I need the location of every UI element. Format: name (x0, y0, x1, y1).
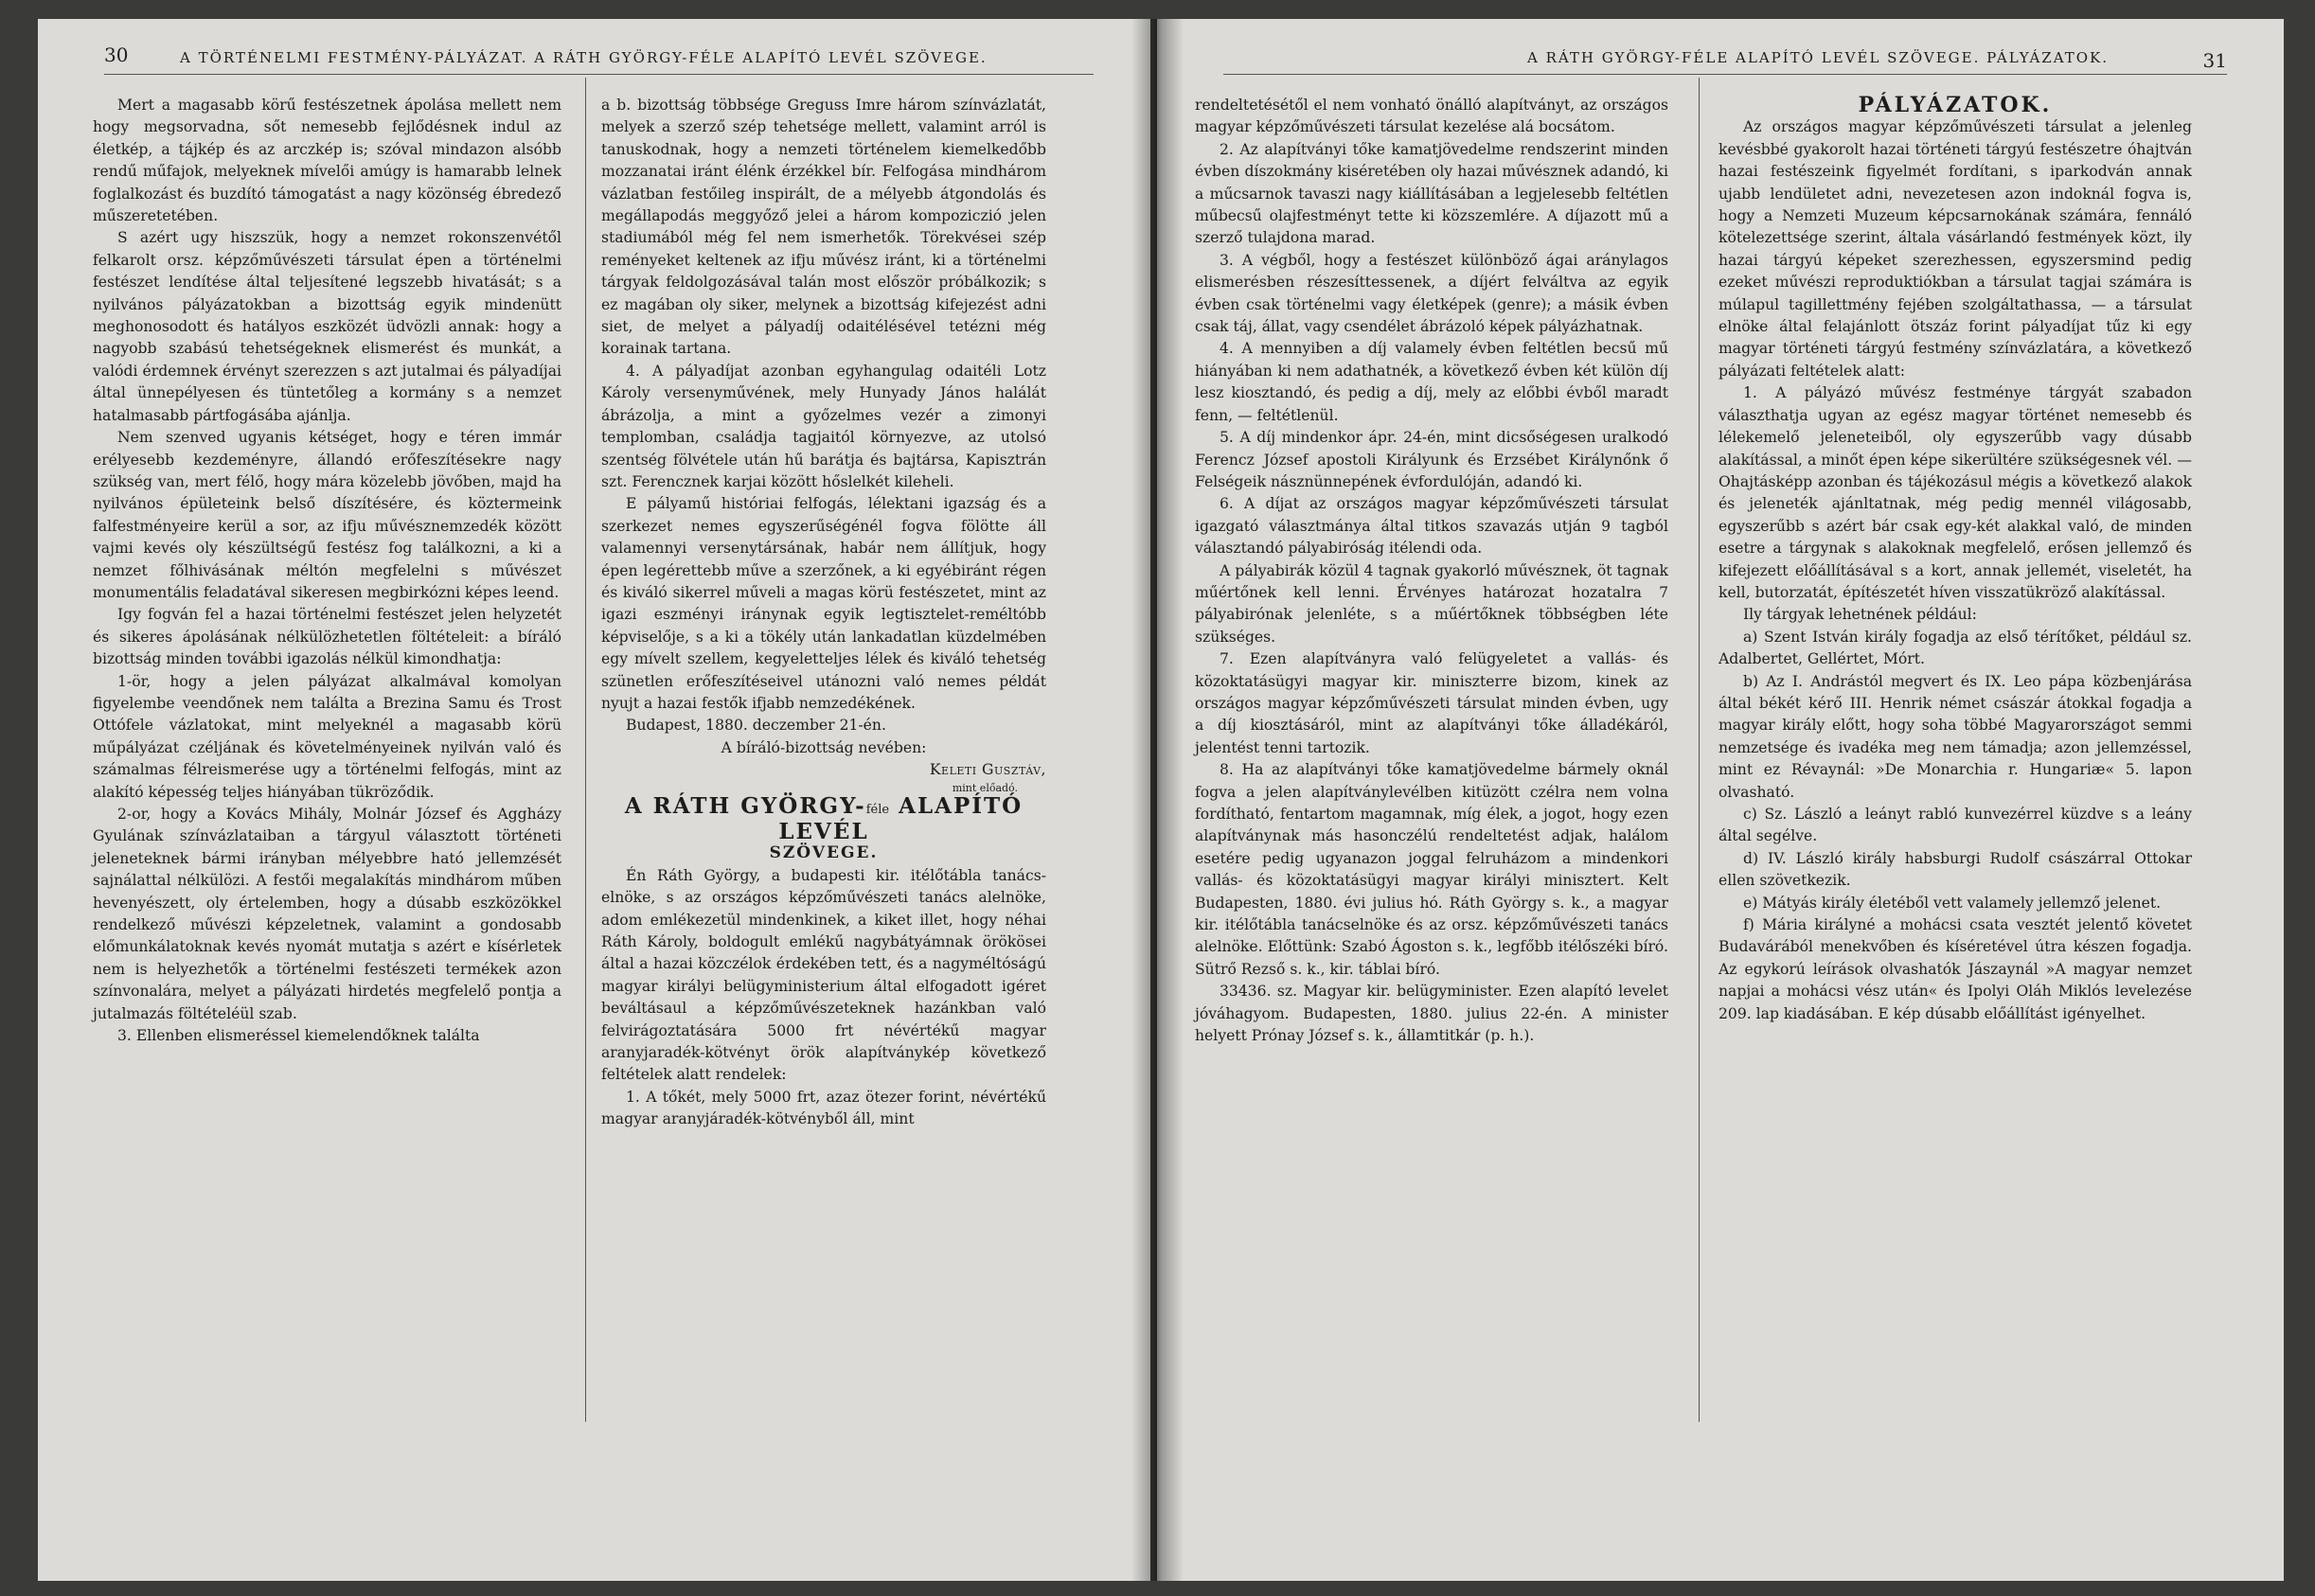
left-page-number: 30 (104, 44, 129, 66)
paragraph: 4. A mennyiben a díj valamely évben feltétlen becsű mű hiányában ki nem adathatnék, a következő évben két külön díj lesz kiosztandó, és pedig a díj, mely az előbbi évből maradt fenn, — feltétlenül. (1195, 340, 1668, 424)
paragraph: 8. Ha az alapítványi tőke kamatjövedelme bármely oknál fogva a jelen alapítványlevélben kitüzött czélra nem volna fordítható, fentartom magamnak, míg élek, a jogot, hogy ezen alapítványnak más hasonczélú rendeltetést adjak, halálom esetére pedig ugyanazon joggal felruházom a mindenkori vallás- és közoktatásügyi magyar királyi minisztert. Kelt Budapesten, 1880. évi julius hó. Ráth György s. k., a magyar kir. itélőtábla tanácselnöke és az orsz. képzőművészeti tanács alelnöke. Előttünk: Szabó Ágoston s. k., legfőbb itélőszéki bíró. Sütrő Rezső s. k., kir. táblai bíró. (1195, 761, 1668, 978)
paragraph: 3. Ellenben elismeréssel kiemelendőknek találta (117, 1027, 480, 1045)
paragraph: a b. bizottság többsége Greguss Imre három színvázlatát, melyek a szerző szép tehetsége mellett, valamint arról is tanuskodnak, hogy a nemzeti történelem kiemelkedőbb mozzanatai iránt élénk érzékkel bír. Felfogása mindhárom vázlatban festőileg inspirált, de a mélyebb átgondolás és megállapodás meggyőző jelei a három kompoziczió jelen stadiumából még fel nem ismerhetők. Törekvései szép reményeket keltenek az ifju művész iránt, ki a történelmi tárgyak feldolgozásával talán most először próbálkozik; s ez magában oly siker, melynek a bizottság kifejezést adni siet, de melyet a pályadíj odaitélésével tetézni még korainak tartana. (601, 97, 1046, 358)
left-column-1 (93, 95, 561, 1047)
column-rule (585, 78, 586, 1422)
signature-name: Keleti Gusztáv, (929, 761, 1046, 779)
section-subtitle: SZÖVEGE. (769, 843, 879, 863)
right-column-2 (1718, 95, 2192, 1025)
paragraph: Nem szenved ugyanis kétséget, hogy e téren immár erélyesebb kezdeményre, állandó erőfeszítésekre nagy szükség van, mert félő, hogy mára közelebb jövőben, majd ha nyilvános épületeink belső díszítésére, és köztermeink falfestményeire kerül a sor, az ifju művésznemzedék között vajmi kevés oly készültségű festész fog találkozni, a ki a nemzet főlhivásának méltón megfelelni s művészet monumentális feladatával sikeresen megbirkózni képes leend. (93, 429, 561, 601)
paragraph: 7. Ezen alapítványra való felügyeletet a vallás- és közoktatásügyi magyar kir. miniszterre bizom, kinek az országos magyar képzőművészeti társulat minden évben, ugy a díj kiosztásáról, mint az alapítványi tőke álladékáról, jelentést tenni tartozik. (1195, 650, 1668, 756)
paragraph: 3. A végből, hogy a festészet különböző ágai aránylagos elismerésben részesíttessenek, a díjért felváltva az egyik évben csak történelmi vagy életképek (genre); a másik évben csak táj, állat, vagy csendélet ábrázoló képek pályázhatnak. (1195, 251, 1668, 336)
paragraph: 2. Az alapítványi tőke kamatjövedelme rendszerint minden évben díszokmány kiséretében oly hazai művésznek adandó, ki a műcsarnok tavaszi nagy kiállításában a legjelesebb feltétlen műbecsű olajfestményt tette ki közszemlére. A díjazott mű a szerző tulajdona marad. (1195, 140, 1668, 247)
paragraph: 5. A díj mindenkor ápr. 24-én, mint dicsőségesen uralkodó Ferencz József apostoli Királyunk és Erzsébet Királynőnk ő Felségeik násznünnepének évfordulóján, adandó ki. (1195, 429, 1668, 490)
date-line: Budapest, 1880. deczember 21-én. (626, 717, 886, 735)
paragraph: Én Ráth György, a budapesti kir. itélőtábla tanács-elnöke, s az országos képzőművészeti tanács alelnöke, adom emlékezetül mindenkinek, a kiket illet, hogy néhai Ráth Károly, boldogult emlékű nagybátyámnak örökösei által a hazai közczélok érdekében tett, és a nagyméltóságú magyar királyi belügyministerium által elfogadott igéret beváltásaul a képzőművészeteknek hazánkban való felvirágoztatására 5000 frt névértékű magyar aranyjaradék-kötvényt örök alapítványkép következő feltételek alatt rendelek: (601, 866, 1046, 1084)
column-rule (1699, 78, 1700, 1422)
paragraph: 6. A díjat az országos magyar képzőművészeti társulat igazgató választmánya által titkos szavazás utján 9 tagból választandó pályabiróság itélendi oda. (1195, 495, 1668, 558)
paragraph: Ily tárgyak lehetnének például: (1743, 606, 1977, 624)
paragraph: Igy fogván fel a hazai történelmi festészet jelen helyzetét és sikeres ápolásának nélkülözhetetlen föltételeit: a bíráló bizottság minden további igazolás nélkül kimondhatja: (93, 606, 561, 668)
section-title-palyazatok: PÁLYÁZATOK. (1858, 93, 2053, 117)
section-title (601, 792, 1046, 844)
right-page-number: 31 (2202, 49, 2227, 72)
signature-line: A bíráló-bizottság nevében: (721, 738, 927, 756)
section-title-a: A RÁTH GYÖRGY- (624, 792, 866, 819)
paragraph: Az országos magyar képzőművészeti társulat a jelenleg kevésbbé gyakorolt hazai történeti tárgyú festészetre óhajtván hazai festészeink figyelmét fordítani, s iparkodván annak ujabb lendületet adni, nevezetesen azon indoknál fogva is, hogy a Nemzeti Muzeum képcsarnokának számára, fennáló kötelezettsége szerint, általa vásárlandó festmények közt, ily hazai tárgyú képeket szerezhessen, egyszersmind pedig ezeket művészi reproduktiókban a társulat tagjai számára is múlapul tagillettmény fejében szolgáltathassa, — a társulat elnöke által felajánlott ötszáz forint pályadíjat tűz ki egy magyar történeti tárgyú festmény színvázlatára, a következő pályázati feltételek alatt: (1718, 118, 2192, 380)
book-gutter-shadow (1131, 19, 1184, 1581)
paragraph: A pályabirák közül 4 tagnak gyakorló művésznek, öt tagnak műértőnek kell lenni. Érvényes határozat hozatalra 7 pályabirónak jelenléte, s a műértőknek többségben léte szükséges. (1195, 561, 1668, 646)
paragraph: 1. A pályázó művész festménye tárgyát szabadon választhatja ugyan az egész magyar történet nemesebb és lélekemelő jeleneteiből, oly egyszerűbb vagy dúsabb alakítással, a minőt épen képe sikerültére szükségesnek vél. — Ohajtásképp azonban és tájékozásul mégis a következő alakok és jeleneték ajánltatnak, még pedig mennél világosabb, egyszerűbb s azért bár csak egy-két alakkal való, de minden esetre a tárgynak s alakoknak megfelelő, erősen jellemző és kifejezett előállításával s a kort, annak jellemét, viseletét, ha kell, butorzatát, építészetét híven visszatükröző alakítással. (1718, 384, 2192, 601)
left-running-title: A TÖRTÉNELMI FESTMÉNY-PÁLYÁZAT. A RÁTH GYÖRGY-FÉLE ALAPÍTÓ LEVÉL SZÖVEGE. (180, 49, 988, 66)
paragraph: 4. A pályadíjat azonban egyhangulag odaitéli Lotz Károly versenyművének, mely Hunyady János halálát ábrázolja, a mint a győzelmes vezér a zimonyi templomban, családja tagjaitól környezve, az utolsó szentség fölvétele után hű barátja és bajtársa, Kapisztrán szt. Ferencznek karjai között hőslelkét kileheli. (601, 362, 1046, 490)
paragraph: 2-or, hogy a Kovács Mihály, Molnár József és Aggházy Gyulának színvázlataiban a tárgyul választott történeti jeleneteknek bármi irányban mélyebbre ható jellemzését sajnálattal nélkülözi. A festői megalakítás mindhárom műben hevenyészett, oly értelemben, hogy a dúsabb eszközökkel rendelkező művészi képzeletnek, valamint a gondosabb előmunkálatoknak kevés nyomát mutatja s azért e kísérletek nem is helyezhetők a történelmi festészeti termékek azon színvonalára, melyet a pályázati hirdetés megfelelő pontja a jutalmazás föltételéül szab. (93, 806, 561, 1022)
paragraph: 1-ör, hogy a jelen pályázat alkalmával komolyan figyelembe veendőnek nem találta a Brezina Samu és Trost Ottófele vázlatokat, mint melyeknél a magasabb körü műpályázat czéljának és követelményeinek nyilván való és számalmas félreismerése ugy a történelmi felfogás, mint az alakító képesség teljes hiányában tükröződik. (93, 672, 561, 801)
right-column-1 (1195, 95, 1668, 1047)
list-item: f) Mária királyné a mohácsi csata vesztét jelentő követet Budavárából menekvőben és kíséretével útra készen fogadja. Az egykorú leírások olvashatók Jászaynál »A magyar nemzet napjai a mohácsi vész után« és Ipolyi Oláh Miklós levelezése 209. lap kiadásában. E kép dúsabb előállítást igényelhet. (1718, 916, 2192, 1022)
list-item: a) Szent István király fogadja az első térítőket, például sz. Adalbertet, Gellértet, Mórt. (1718, 628, 2192, 668)
section-title-small: féle (865, 802, 890, 817)
list-item: c) Sz. László a leányt rabló kunvezérrel küzdve s a leány által segélve. (1718, 806, 2192, 845)
left-column-2 (601, 95, 1046, 1131)
paragraph: rendeltetésétől el nem vonható önálló alapítványt, az országos magyar képzőművészeti társulat kezelése alá bocsátom. (1195, 97, 1668, 136)
list-item: e) Mátyás király életéből vett valamely jellemző jelenet. (1743, 894, 2162, 912)
paragraph: S azért ugy hiszszük, hogy a nemzet rokonszenvétől felkarolt orsz. képzőművészeti társulat épen a történelmi festészet lendítése által teljesítené legszebb hivatását; s a nyilvános pályázatokban a bizottság egyik mindenütt meghonosodott és hatályos eszközét üdvözli annak: hogy a nagyobb szabású tehetségeknek elismerést és munkát, a valódi érdemnek érvényt szerezzen s azt jutalmai és pályadíjai által ünnepélyesen és tüntetőleg a kormány s a nemzet hatalmasabb pártfogásába ajánlja. (93, 229, 561, 424)
paragraph: Mert a magasabb körű festészetnek ápolása mellett nem hogy megsorvadna, sőt nemesebb fejlődésnek indul az életkép, a tájkép és az arczkép is; szóval mindazon alsóbb rendű műfajok, melyeknek mívelői amúgy is hamarabb lelnek foglalkozást és buzdító támogatást a nagy közönség ébredező műszeretetében. (93, 97, 561, 225)
right-page (1157, 19, 2284, 1581)
right-running-title: A RÁTH GYÖRGY-FÉLE ALAPÍTÓ LEVÉL SZÖVEGE. PÁLYÁZATOK. (1526, 49, 2109, 66)
left-running-head (104, 36, 1094, 75)
list-item: b) Az I. Andrástól megvert és IX. Leo pápa közbenjárása által békét kérő III. Henrik német császár átokkal fogadja a magyar király előtt, hogy soha többé Magyarországot semmi nemzetsége és ivadéka meg nem támadja; azon jellemzéssel, mint ez Révaynál: »De Monarchia r. Hungariæ« 5. lapon olvasható. (1718, 672, 2192, 801)
right-running-head (1223, 36, 2227, 75)
paragraph: E pályamű históriai felfogás, lélektani igazság és a szerkezet nemes egyszerűségénél fogva fölötte áll valamennyi versenytársának, habár nem állítjuk, hogy épen legérettebb műve a szerzőnek, a ki egyébiránt régen és kiváló sikerrel műveli a magas körü festészetet, mint az igazi eszményi iránynak egyik legtisztelet-reméltóbb képviselője, s a ki a tökély után lankadatlan küzdelmében egy mívelt szellem, kegyeletteljes lélek és kiváló tehetség szünetlen erőfeszítéseivel utánozni való nemes példát nyujt a hazai festők ifjabb nemzedékének. (601, 495, 1046, 712)
left-page (38, 19, 1150, 1581)
signature-role: mint előadó. (952, 781, 1018, 794)
section-title-b: ALAPÍTÓ LEVÉL (778, 792, 1024, 844)
paragraph: 1. A tőkét, mely 5000 frt, azaz ötezer forint, névértékű magyar aranyjáradék-kötvényből áll, mint (601, 1088, 1046, 1128)
paragraph: 33436. sz. Magyar kir. belügyminister. Ezen alapító levelet jóváhagyom. Budapesten, 1880. julius 22-én. A minister helyett Prónay József s. k., államtitkár (p. h.). (1195, 983, 1668, 1045)
list-item: d) IV. László király habsburgi Rudolf császárral Ottokar ellen szövetkezik. (1718, 849, 2192, 890)
